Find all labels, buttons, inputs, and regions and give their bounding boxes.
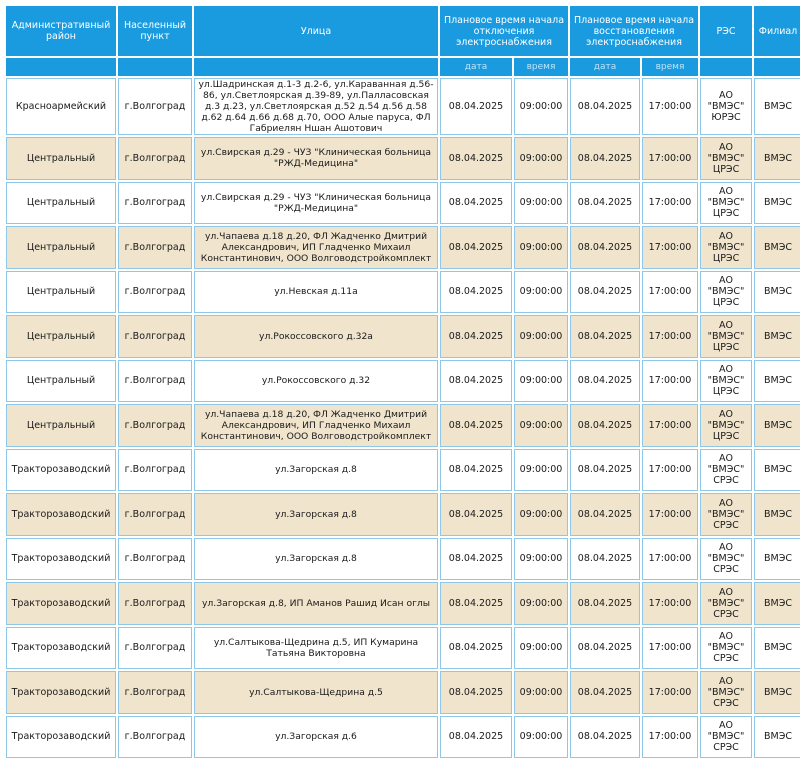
- table-row: [6, 315, 800, 358]
- cell-off-date: 08.04.2025: [440, 627, 512, 670]
- res-org: АО: [719, 542, 733, 554]
- res-company: "ВМЭС": [707, 553, 745, 565]
- res-company: "ВМЭС": [707, 330, 745, 342]
- table-row: [6, 404, 800, 447]
- res-org: АО: [719, 141, 733, 153]
- cell-res: [700, 404, 752, 447]
- cell-locality: г.Волгоград: [118, 449, 192, 492]
- cell-branch: ВМЭС: [754, 582, 800, 625]
- table-row: [6, 493, 800, 536]
- cell-res: [700, 493, 752, 536]
- cell-street: ул.Чапаева д.18 д.20, ФЛ Жадченко Дмитрий Александрович, ИП Гладченко Михаил Константинович, ООО Волговодстройкомплект: [194, 404, 438, 447]
- res-company: "ВМЭС": [707, 731, 745, 743]
- cell-branch: ВМЭС: [754, 360, 800, 403]
- cell-on-date: 08.04.2025: [570, 404, 640, 447]
- cell-off-time: 09:00:00: [514, 671, 568, 714]
- cell-on-time: 17:00:00: [642, 582, 698, 625]
- cell-locality: г.Волгоград: [118, 137, 192, 180]
- cell-res: [700, 627, 752, 670]
- res-unit: ЮРЭС: [711, 112, 741, 123]
- cell-on-date: 08.04.2025: [570, 716, 640, 759]
- cell-branch: ВМЭС: [754, 78, 800, 135]
- res-company: "ВМЭС": [707, 419, 745, 431]
- cell-on-time: 17:00:00: [642, 271, 698, 314]
- cell-district: Тракторозаводский: [6, 449, 116, 492]
- cell-on-time: 17:00:00: [642, 538, 698, 581]
- cell-street: ул.Загорская д.8: [194, 449, 438, 492]
- subheader-on-date: дата: [570, 58, 640, 76]
- res-org: АО: [719, 631, 733, 643]
- cell-branch: ВМЭС: [754, 226, 800, 269]
- cell-res: [700, 716, 752, 759]
- res-unit: ЦРЭС: [712, 297, 740, 309]
- cell-locality: г.Волгоград: [118, 360, 192, 403]
- cell-locality: г.Волгоград: [118, 315, 192, 358]
- cell-on-date: 08.04.2025: [570, 360, 640, 403]
- cell-res: [700, 226, 752, 269]
- res-org: АО: [719, 453, 733, 465]
- cell-on-time: 17:00:00: [642, 404, 698, 447]
- cell-district: Тракторозаводский: [6, 538, 116, 581]
- res-unit: ЦРЭС: [712, 430, 740, 442]
- res-company: "ВМЭС": [707, 642, 745, 654]
- cell-on-time: 17:00:00: [642, 627, 698, 670]
- subheader-row: [6, 58, 800, 76]
- cell-street: ул.Шадринская д.1-3 д.2-6, ул.Караванная д.56-86, ул.Светлоярская д.39-89, ул.Палласовская д.3 д.23, ул.Светлоярская д.52 д.54 д.56 д.58 д.62 д.64 д.66 д.68 д.70, ООО Алые паруса, ФЛ Габриелян Ншан Ашотович: [194, 78, 438, 135]
- cell-off-time: 09:00:00: [514, 360, 568, 403]
- cell-res: [700, 671, 752, 714]
- cell-off-date: 08.04.2025: [440, 271, 512, 314]
- res-org: АО: [719, 275, 733, 287]
- cell-district: Центральный: [6, 271, 116, 314]
- subheader-empty: [754, 58, 800, 76]
- table-row: [6, 271, 800, 314]
- cell-district: Центральный: [6, 315, 116, 358]
- table-row: [6, 582, 800, 625]
- cell-on-time: 17:00:00: [642, 671, 698, 714]
- res-company: "ВМЭС": [707, 375, 745, 387]
- res-org: АО: [719, 319, 733, 331]
- cell-branch: ВМЭС: [754, 449, 800, 492]
- cell-on-time: 17:00:00: [642, 493, 698, 536]
- cell-district: Центральный: [6, 360, 116, 403]
- cell-street: ул.Салтыкова-Щедрина д.5, ИП Кумарина Татьяна Викторовна: [194, 627, 438, 670]
- cell-street: ул.Невская д.11а: [194, 271, 438, 314]
- cell-off-date: 08.04.2025: [440, 716, 512, 759]
- cell-on-time: 17:00:00: [642, 360, 698, 403]
- res-unit: ЦРЭС: [712, 163, 740, 175]
- table-row: [6, 78, 800, 135]
- cell-off-date: 08.04.2025: [440, 493, 512, 536]
- table-row: [6, 627, 800, 670]
- subheader-off-time: время: [514, 58, 568, 76]
- cell-res: [700, 538, 752, 581]
- cell-res: [700, 271, 752, 314]
- cell-on-date: 08.04.2025: [570, 627, 640, 670]
- cell-branch: ВМЭС: [754, 404, 800, 447]
- cell-branch: ВМЭС: [754, 182, 800, 225]
- cell-on-date: 08.04.2025: [570, 315, 640, 358]
- res-company: "ВМЭС": [707, 597, 745, 609]
- cell-locality: г.Волгоград: [118, 582, 192, 625]
- res-unit: СРЭС: [713, 608, 739, 620]
- cell-locality: г.Волгоград: [118, 404, 192, 447]
- cell-on-date: 08.04.2025: [570, 449, 640, 492]
- cell-off-time: 09:00:00: [514, 315, 568, 358]
- cell-on-date: 08.04.2025: [570, 271, 640, 314]
- table-row: [6, 538, 800, 581]
- cell-on-time: 17:00:00: [642, 449, 698, 492]
- cell-locality: г.Волгоград: [118, 627, 192, 670]
- cell-off-time: 09:00:00: [514, 404, 568, 447]
- subheader-on-time: время: [642, 58, 698, 76]
- cell-on-date: 08.04.2025: [570, 137, 640, 180]
- cell-on-date: 08.04.2025: [570, 582, 640, 625]
- cell-branch: ВМЭС: [754, 716, 800, 759]
- res-company: "ВМЭС": [707, 101, 745, 112]
- cell-off-date: 08.04.2025: [440, 182, 512, 225]
- cell-street: ул.Чапаева д.18 д.20, ФЛ Жадченко Дмитрий Александрович, ИП Гладченко Михаил Константинович, ООО Волговодстройкомплект: [194, 226, 438, 269]
- cell-on-time: 17:00:00: [642, 78, 698, 135]
- table-row: [6, 137, 800, 180]
- cell-off-time: 09:00:00: [514, 493, 568, 536]
- cell-on-date: 08.04.2025: [570, 182, 640, 225]
- res-unit: СРЭС: [713, 742, 739, 754]
- header-locality: Населенный пункт: [118, 6, 192, 56]
- outage-schedule-table: [4, 4, 800, 760]
- cell-district: Центральный: [6, 226, 116, 269]
- cell-branch: ВМЭС: [754, 493, 800, 536]
- cell-branch: ВМЭС: [754, 315, 800, 358]
- cell-branch: ВМЭС: [754, 271, 800, 314]
- cell-off-date: 08.04.2025: [440, 137, 512, 180]
- res-unit: ЦРЭС: [712, 252, 740, 264]
- header-res: РЭС: [700, 6, 752, 56]
- cell-off-time: 09:00:00: [514, 627, 568, 670]
- header-row: [6, 6, 800, 56]
- cell-locality: г.Волгоград: [118, 78, 192, 135]
- cell-street: ул.Загорская д.8: [194, 493, 438, 536]
- cell-locality: г.Волгоград: [118, 716, 192, 759]
- table-row: [6, 671, 800, 714]
- header-branch: Филиал: [754, 6, 800, 56]
- cell-district: Тракторозаводский: [6, 671, 116, 714]
- res-company: "ВМЭС": [707, 241, 745, 253]
- cell-on-time: 17:00:00: [642, 182, 698, 225]
- cell-on-date: 08.04.2025: [570, 493, 640, 536]
- header-on-time: Плановое время начала восстановления электроснабжения: [570, 6, 698, 56]
- cell-locality: г.Волгоград: [118, 493, 192, 536]
- cell-street: ул.Загорская д.8, ИП Аманов Рашид Исан оглы: [194, 582, 438, 625]
- res-unit: ЦРЭС: [712, 208, 740, 220]
- subheader-empty: [6, 58, 116, 76]
- cell-res: [700, 360, 752, 403]
- cell-locality: г.Волгоград: [118, 271, 192, 314]
- cell-off-date: 08.04.2025: [440, 671, 512, 714]
- cell-res: [700, 182, 752, 225]
- res-unit: СРЭС: [713, 697, 739, 709]
- cell-street: ул.Салтыкова-Щедрина д.5: [194, 671, 438, 714]
- res-org: АО: [719, 586, 733, 598]
- cell-res: [700, 78, 752, 135]
- subheader-empty: [700, 58, 752, 76]
- cell-off-date: 08.04.2025: [440, 449, 512, 492]
- cell-district: Центральный: [6, 182, 116, 225]
- cell-street: ул.Рокоссовского д.32а: [194, 315, 438, 358]
- table-row: [6, 360, 800, 403]
- cell-on-date: 08.04.2025: [570, 671, 640, 714]
- cell-street: ул.Свирская д.29 - ЧУЗ "Клиническая больница "РЖД-Медицина": [194, 137, 438, 180]
- cell-off-date: 08.04.2025: [440, 538, 512, 581]
- header-off-time: Плановое время начала отключения электроснабжения: [440, 6, 568, 56]
- cell-locality: г.Волгоград: [118, 226, 192, 269]
- cell-on-date: 08.04.2025: [570, 226, 640, 269]
- cell-off-date: 08.04.2025: [440, 78, 512, 135]
- res-unit: СРЭС: [713, 519, 739, 531]
- cell-locality: г.Волгоград: [118, 538, 192, 581]
- cell-district: Красноармейский: [6, 78, 116, 135]
- res-company: "ВМЭС": [707, 152, 745, 164]
- cell-district: Тракторозаводский: [6, 493, 116, 536]
- cell-off-time: 09:00:00: [514, 449, 568, 492]
- cell-off-date: 08.04.2025: [440, 582, 512, 625]
- cell-street: ул.Рокоссовского д.32: [194, 360, 438, 403]
- cell-on-date: 08.04.2025: [570, 538, 640, 581]
- cell-off-time: 09:00:00: [514, 716, 568, 759]
- res-company: "ВМЭС": [707, 464, 745, 476]
- res-org: АО: [719, 186, 733, 198]
- res-company: "ВМЭС": [707, 508, 745, 520]
- table-row: [6, 449, 800, 492]
- cell-on-time: 17:00:00: [642, 315, 698, 358]
- res-org: АО: [719, 90, 733, 101]
- cell-on-time: 17:00:00: [642, 716, 698, 759]
- cell-off-time: 09:00:00: [514, 137, 568, 180]
- cell-branch: ВМЭС: [754, 671, 800, 714]
- table-body: [6, 78, 800, 758]
- table-row: [6, 226, 800, 269]
- res-unit: ЦРЭС: [712, 386, 740, 398]
- header-district: Административный район: [6, 6, 116, 56]
- cell-off-date: 08.04.2025: [440, 315, 512, 358]
- cell-res: [700, 449, 752, 492]
- cell-off-date: 08.04.2025: [440, 360, 512, 403]
- cell-branch: ВМЭС: [754, 538, 800, 581]
- table-row: [6, 182, 800, 225]
- cell-street: ул.Свирская д.29 - ЧУЗ "Клиническая больница "РЖД-Медицина": [194, 182, 438, 225]
- res-unit: СРЭС: [713, 653, 739, 665]
- res-unit: ЦРЭС: [712, 341, 740, 353]
- subheader-empty: [194, 58, 438, 76]
- res-org: АО: [719, 230, 733, 242]
- cell-district: Центральный: [6, 137, 116, 180]
- header-street: Улица: [194, 6, 438, 56]
- res-company: "ВМЭС": [707, 686, 745, 698]
- cell-branch: ВМЭС: [754, 137, 800, 180]
- res-unit: СРЭС: [713, 475, 739, 487]
- cell-off-time: 09:00:00: [514, 271, 568, 314]
- res-org: АО: [719, 364, 733, 376]
- cell-locality: г.Волгоград: [118, 671, 192, 714]
- subheader-off-date: дата: [440, 58, 512, 76]
- table-row: [6, 716, 800, 759]
- cell-branch: ВМЭС: [754, 627, 800, 670]
- res-company: "ВМЭС": [707, 197, 745, 209]
- cell-on-date: 08.04.2025: [570, 78, 640, 135]
- cell-district: Тракторозаводский: [6, 716, 116, 759]
- res-org: АО: [719, 497, 733, 509]
- cell-res: [700, 137, 752, 180]
- res-company: "ВМЭС": [707, 286, 745, 298]
- cell-off-date: 08.04.2025: [440, 404, 512, 447]
- cell-street: ул.Загорская д.6: [194, 716, 438, 759]
- cell-off-time: 09:00:00: [514, 582, 568, 625]
- cell-locality: г.Волгоград: [118, 182, 192, 225]
- cell-res: [700, 582, 752, 625]
- cell-district: Тракторозаводский: [6, 582, 116, 625]
- cell-off-time: 09:00:00: [514, 182, 568, 225]
- cell-district: Тракторозаводский: [6, 627, 116, 670]
- cell-district: Центральный: [6, 404, 116, 447]
- res-unit: СРЭС: [713, 564, 739, 576]
- cell-res: [700, 315, 752, 358]
- subheader-empty: [118, 58, 192, 76]
- res-org: АО: [719, 720, 733, 732]
- cell-off-date: 08.04.2025: [440, 226, 512, 269]
- res-org: АО: [719, 675, 733, 687]
- cell-off-time: 09:00:00: [514, 538, 568, 581]
- cell-off-time: 09:00:00: [514, 226, 568, 269]
- cell-street: ул.Загорская д.8: [194, 538, 438, 581]
- cell-off-time: 09:00:00: [514, 78, 568, 135]
- cell-on-time: 17:00:00: [642, 137, 698, 180]
- res-org: АО: [719, 408, 733, 420]
- cell-on-time: 17:00:00: [642, 226, 698, 269]
